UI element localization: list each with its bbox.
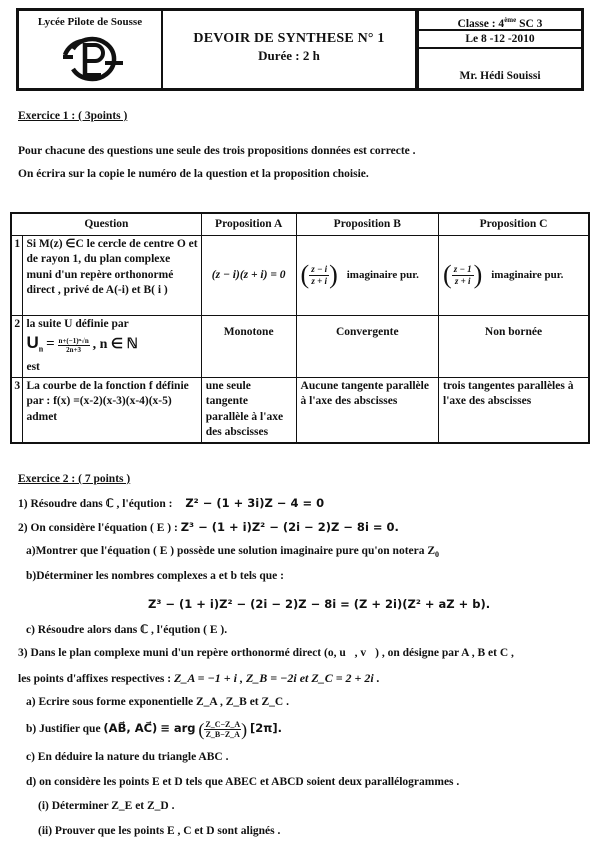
exam-info-box xyxy=(418,8,584,91)
prop-b-fraction xyxy=(309,264,329,287)
fraction-numerator: n+(−1)ⁿ√n xyxy=(58,336,89,345)
formula-lhs: U xyxy=(26,333,39,352)
proposition-b: Aucune tangente parallèle à l'axe des abscisses xyxy=(296,377,439,443)
q1-equation: Z² − (1 + 3i)Z − 4 = 0 xyxy=(185,496,325,510)
q2-text: 2) On considère l'équation ( E ) : xyxy=(18,522,178,534)
proposition-c xyxy=(439,235,589,315)
header-prop-b: Proposition B xyxy=(296,213,439,235)
school-box xyxy=(16,8,162,91)
q3-affixes: Z_A = −1 + i , Z_B = −2i et Z_C = 2 + 2i . xyxy=(173,671,380,685)
q3-points-text: les points d'affixes respectives : xyxy=(18,673,172,685)
prop-b-text: imaginaire pur. xyxy=(346,268,419,281)
qcm-table xyxy=(10,212,590,444)
fraction-numerator: Z_C−Z_A xyxy=(205,720,241,729)
exam-date: Le 8 -12 -2010 xyxy=(419,31,581,49)
ex2-q3d-ii: (ii) Prouver que les points E , C et D sont alignés . xyxy=(38,825,281,837)
ex2-q3-line1: 3) Dans le plan complexe muni d'un repère orthonormé direct (o, u⃗, v⃗) , on désigne par A , B et C , xyxy=(18,647,514,659)
ex2-q2b: b)Déterminer les nombres complexes a et b tels que : xyxy=(26,570,284,582)
ex2-q3b xyxy=(26,720,282,739)
q3b-text: b) Justifier que xyxy=(26,723,101,736)
class-label xyxy=(419,11,581,31)
prop-c-fraction xyxy=(452,264,474,287)
question-number: 2 xyxy=(11,315,23,377)
prop-c-text: imaginaire pur. xyxy=(491,268,564,281)
q1-text: 1) Résoudre dans ℂ , l'éqution : xyxy=(18,498,173,510)
ex2-q3d-i: (i) Déterminer Z_E et Z_D . xyxy=(38,800,175,812)
q3b-fraction xyxy=(204,720,241,739)
q3b-arg: ≡ arg xyxy=(160,721,196,736)
formula-sub: n xyxy=(38,344,44,354)
equals-sign: = xyxy=(46,336,55,352)
ex2-q3a: a) Ecrire sous forme exponentielle Z_A , Z_B et Z_C . xyxy=(26,696,289,708)
question-text: Si M(z) ∈C le cercle de centre O et de rayon 1, du plan complexe muni d'un repère orthonormé direct , privé de A(-i) et B( i ) xyxy=(23,235,201,315)
paren-left: ( xyxy=(300,260,310,289)
exercise1-instruction-2: On écrira sur la copie le numéro de la question et la proposition choisie. xyxy=(18,168,369,180)
paren-left: ( xyxy=(443,260,452,289)
class-sup: ème xyxy=(504,16,517,24)
exam-header xyxy=(16,8,584,91)
fraction-numerator: z − i xyxy=(311,263,328,274)
ex2-q2 xyxy=(18,520,399,534)
ex2-q2a xyxy=(26,545,439,559)
exam-title-box xyxy=(162,8,418,91)
school-name: Lycée Pilote de Sousse xyxy=(37,16,143,28)
q2-equation: Z³ − (1 + i)Z² − (2i − 2)Z − 8i = 0. xyxy=(180,520,399,534)
exam-title: DEVOIR DE SYNTHESE N° 1 xyxy=(193,31,385,46)
proposition-b: Convergente xyxy=(296,315,439,377)
question-intro: la suite U définie par xyxy=(26,317,129,330)
fraction-numerator: z − 1 xyxy=(453,263,472,274)
question-text: La courbe de la fonction f définie par : f(x) =(x-2)(x-3)(x-4)(x-5) admet xyxy=(23,377,201,443)
proposition-a: Monotone xyxy=(201,315,296,377)
formula-domain: , n ∈ ℕ xyxy=(92,337,138,352)
ex2-q3-line2 xyxy=(18,671,380,686)
paren-right: ) xyxy=(329,260,338,289)
question-number: 3 xyxy=(11,377,23,443)
prop-a-formula: (z − i)(z + i) = 0 xyxy=(211,269,286,281)
proposition-a: une seule tangente parallèle à l'axe des abscisses xyxy=(201,377,296,443)
proposition-c: Non bornée xyxy=(439,315,589,377)
exam-duration: Durée : 2 h xyxy=(258,48,320,63)
question-text xyxy=(23,315,201,377)
header-prop-c: Proposition C xyxy=(439,213,589,235)
ex2-q2b-equation: Z³ − (1 + i)Z² − (2i − 2)Z − 8i = (Z + 2i)(Z² + aZ + b). xyxy=(148,597,491,611)
fraction-denominator: z + i xyxy=(311,275,327,286)
lps-logo-icon xyxy=(59,35,125,83)
question-end: est xyxy=(26,361,40,374)
q3b-mod: [2π]. xyxy=(250,721,283,736)
proposition-a xyxy=(201,235,296,315)
fraction-denominator: Z_B−Z_A xyxy=(205,730,240,739)
sequence-formula xyxy=(26,332,197,360)
qcm-header-row xyxy=(11,213,589,235)
proposition-c: trois tangentes parallèles à l'axe des abscisses xyxy=(439,377,589,443)
teacher-name: Mr. Hédi Souissi xyxy=(459,70,541,82)
fraction-denominator: 2n+3 xyxy=(66,345,82,354)
qcm-row-1 xyxy=(11,235,589,315)
class-suffix: SC 3 xyxy=(516,18,543,30)
qcm-row-2 xyxy=(11,315,589,377)
ex2-q2c: c) Résoudre alors dans ℂ , l'éqution ( E ). xyxy=(26,624,228,636)
formula-fraction xyxy=(58,337,90,354)
ex2-q3c: c) En déduire la nature du triangle ABC . xyxy=(26,751,229,763)
exercise2-title: Exercice 2 : ( 7 points ) xyxy=(18,473,131,485)
exercise1-title: Exercice 1 : ( 3points ) xyxy=(18,110,128,122)
qcm-row-3 xyxy=(11,377,589,443)
header-prop-a: Proposition A xyxy=(201,213,296,235)
q3b-angle: (AB⃗, AC⃗) xyxy=(103,721,158,736)
fraction-denominator: z + i xyxy=(454,275,471,286)
paren-right: ) xyxy=(473,260,483,289)
class-prefix: Classe : 4 xyxy=(457,18,505,30)
header-question: Question xyxy=(11,213,201,235)
proposition-b xyxy=(296,235,439,315)
paren-right: ) xyxy=(241,719,248,740)
paren-left: ( xyxy=(198,719,205,740)
ex2-q1 xyxy=(18,496,324,510)
q2a-text: a)Montrer que l'équation ( E ) possède une solution imaginaire pure qu'on notera Z xyxy=(26,545,436,557)
question-number: 1 xyxy=(11,235,23,315)
ex2-q3d: d) on considère les points E et D tels que ABEC et ABCD soient deux parallélogrammes . xyxy=(26,776,460,788)
exercise1-instruction-1: Pour chacune des questions une seule des trois propositions données est correcte . xyxy=(18,145,416,157)
q2a-sub: 0 xyxy=(435,550,440,559)
